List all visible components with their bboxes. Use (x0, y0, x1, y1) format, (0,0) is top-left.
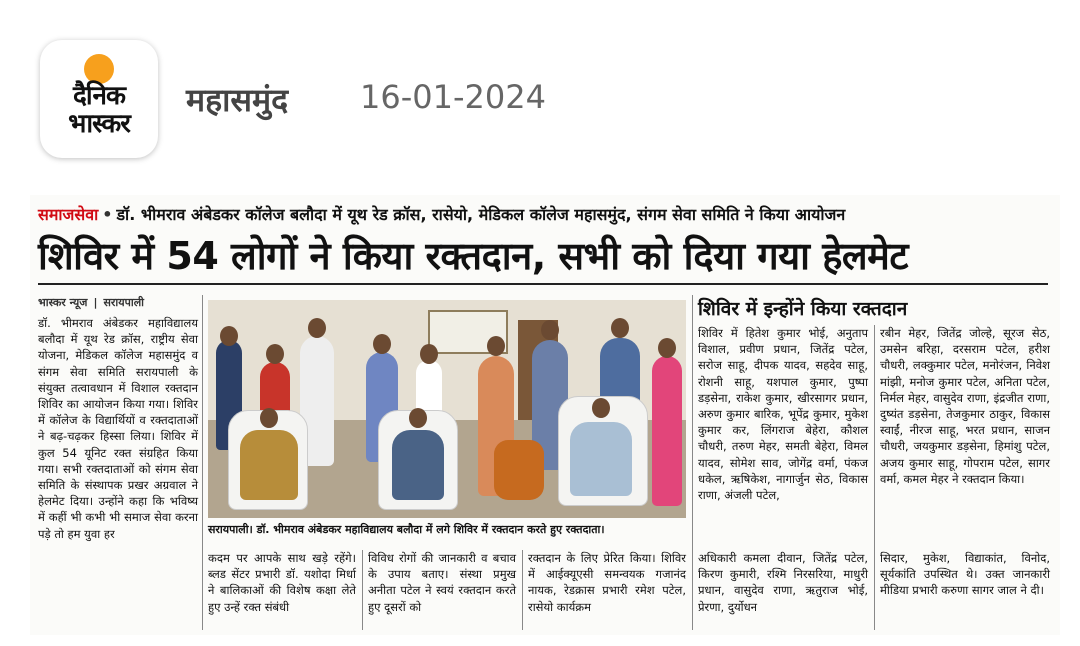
article-text-2: कदम पर आपके साथ खड़े रहेंगे। ब्लड सेंटर प्रभारी डॉ. यशोदा मिर्धा ने बालिकाओं की विशेष कक्षा लेते हुए उन्हें रक्त संबंधी (208, 551, 356, 614)
sidebar-title: शिविर में इन्होंने किया रक्तदान (698, 298, 908, 320)
photo-donor (240, 430, 298, 500)
column-divider (522, 550, 523, 630)
headline: शिविर में 54 लोगों ने किया रक्तदान, सभी को दिया गया हेलमेट (38, 234, 909, 278)
byline (38, 295, 150, 310)
photo-plastic-chair (494, 440, 544, 500)
column-divider (362, 550, 363, 630)
photo-head (487, 336, 505, 356)
article-text-6: सिदार, मुकेश, विद्याकांत, विनोद, सूर्यकांति उपस्थित थे। उक्त जानकारी मीडिया प्रभारी करुणा सागर जाल ने दी। (880, 551, 1050, 598)
dainik-bhaskar-logo (40, 40, 158, 158)
photo-head (541, 320, 559, 340)
photo-head (420, 344, 438, 364)
byline-source: भास्कर न्यूज (38, 296, 88, 309)
sidebar-text-2: रबीन मेहर, जितेंद्र जोल्हे, सूरज सेठ, उमसेन बरिहा, दरसराम पटेल, हरीश चौधरी, लक्कुमार पटेल, मनोरंजन, निवेश मांझी, मनोज कुमार पटेल, अनिता पटेल, निर्मल मेहर, वासुदेव राणा, इंद्रजीत राणा, दुष्यंत डड़सेना, तेजकुमार ठाकुर, विकास स्वाईं, नीरज साहू, भरत प्रधान, साजन चौधरी, जयकुमार डड़सेना, हिमांशु पटेल, अजय कुमार साहू, गोपराम पटेल, सागर वर्मा, कमल मेहर ने रक्तदान किया। (880, 326, 1050, 486)
sun-icon (84, 54, 114, 84)
column-divider (874, 325, 875, 630)
kicker-tag: समाजसेवा (38, 205, 99, 224)
photo-head (592, 398, 610, 418)
photo-head (220, 326, 238, 346)
photo-head (266, 344, 284, 364)
kicker (38, 203, 845, 225)
article-column-5 (698, 550, 868, 630)
article-column-4 (528, 550, 686, 630)
divider (38, 283, 1048, 285)
sidebar-text-1: शिविर में हितेश कुमार भोई, अनुताप विशाल, प्रवीण प्रधान, जितेंद्र पटेल, सरोज साहू, दीपक यादव, सहदेव साहू, रोशनी साहू, यशपाल कुमार, पुष्पा डड़सेना, राकेश कुमार, खीरसागर प्रधान, अरुण कुमार बारिक, भूपेंद्र कुमार, मुकेश कुमार कर, लिंगराज बेहेरा, कौशल चौधरी, तरुण मेहर, समती बेहेरा, विमल यादव, सोमेश साव, जोगेंद्र वर्मा, पंकज धकेल, ऋषिकेश, नागार्जुन सेठ, विकास राणा, अंजली पटेल, (698, 326, 868, 503)
kicker-text: डॉ. भीमराव अंबेडकर कॉलेज बलौदा में यूथ रेड क्रॉस, रासेयो, मेडिकल कॉलेज महासमुंद, संगम सेवा समिति ने किया आयोजन (116, 205, 846, 224)
photo-head (611, 318, 629, 338)
photo-head (409, 408, 427, 428)
column-divider (202, 295, 203, 630)
article-column-2 (208, 550, 356, 630)
photo-person (652, 356, 682, 506)
logo-line-1: दैनिक (73, 81, 125, 111)
article-column-6 (880, 550, 1050, 630)
event-photo (208, 300, 686, 518)
byline-separator: | (93, 296, 98, 309)
article-text-1: डॉ. भीमराव अंबेडकर महाविद्यालय बलौदा में यूथ रेड क्रॉस, राष्ट्रीय सेवा योजना, मेडिकल कॉलेज महासमुंद व संगम सेवा समिति सरायपाली के संयुक्त तत्वावधान में विशाल रक्तदान शिविर का आयोजन किया गया। शिविर में कॉलेज के विद्यार्थियों व रक्तदाताओं ने बढ़-चढ़कर हिस्सा लिया। शिविर में कुल 54 यूनिट रक्त संग्रहित किया गया। सभी रक्तदाताओं को संगम सेवा समिति के संस्थापक प्रखर अग्रवाल ने हेलमेट दिया। उन्होंने कहा कि भविष्य में कहीं भी कभी भी समाज सेवा करना पड़े तो हम युवा हर (38, 316, 198, 541)
photo-head (260, 408, 278, 428)
logo-wordmark (50, 82, 148, 138)
article-text-5: अधिकारी कमला दीवान, जितेंद्र पटेल, किरण कुमारी, रश्मि निरसरिया, माधुरी प्रधान, वासुदेव राणा, ऋतुराज भोई, प्रेरणा, दुर्योधन (698, 551, 868, 614)
photo-donor (570, 422, 632, 496)
bullet-icon: • (102, 205, 113, 224)
news-clipping (30, 195, 1060, 635)
edition-place: महासमुंद (186, 81, 289, 119)
photo-head (308, 318, 326, 338)
sidebar-column-1 (698, 325, 868, 540)
photo-head (373, 334, 391, 354)
article-column-3 (368, 550, 516, 630)
photo-caption: सरायपाली। डॉ. भीमराव अंबेडकर महाविद्यालय बलौदा में लगे शिविर में रक्तदान करते हुए रक्तदाता। (208, 523, 605, 536)
photo-donor (392, 430, 444, 500)
column-divider (692, 295, 693, 630)
sidebar-column-2 (880, 325, 1050, 540)
logo-line-2: भास्कर (68, 109, 130, 139)
article-text-4: रक्तदान के लिए प्रेरित किया। शिविर में आईक्यूएसी समन्वयक गजानंद नायक, रेडक्रास प्रभारी रमेश पटेल, रासेयो कार्यक्रम (528, 551, 686, 614)
photo-head (658, 338, 676, 358)
edition-date: 16-01-2024 (360, 78, 546, 116)
byline-place: सरायपाली (103, 296, 145, 309)
article-text-3: विविध रोगों की जानकारी व बचाव के उपाय बताए। संस्था प्रमुख अनीता पटेल ने स्वयं रक्तदान करते हुए दूसरों को (368, 551, 516, 614)
article-column-1 (38, 315, 198, 630)
